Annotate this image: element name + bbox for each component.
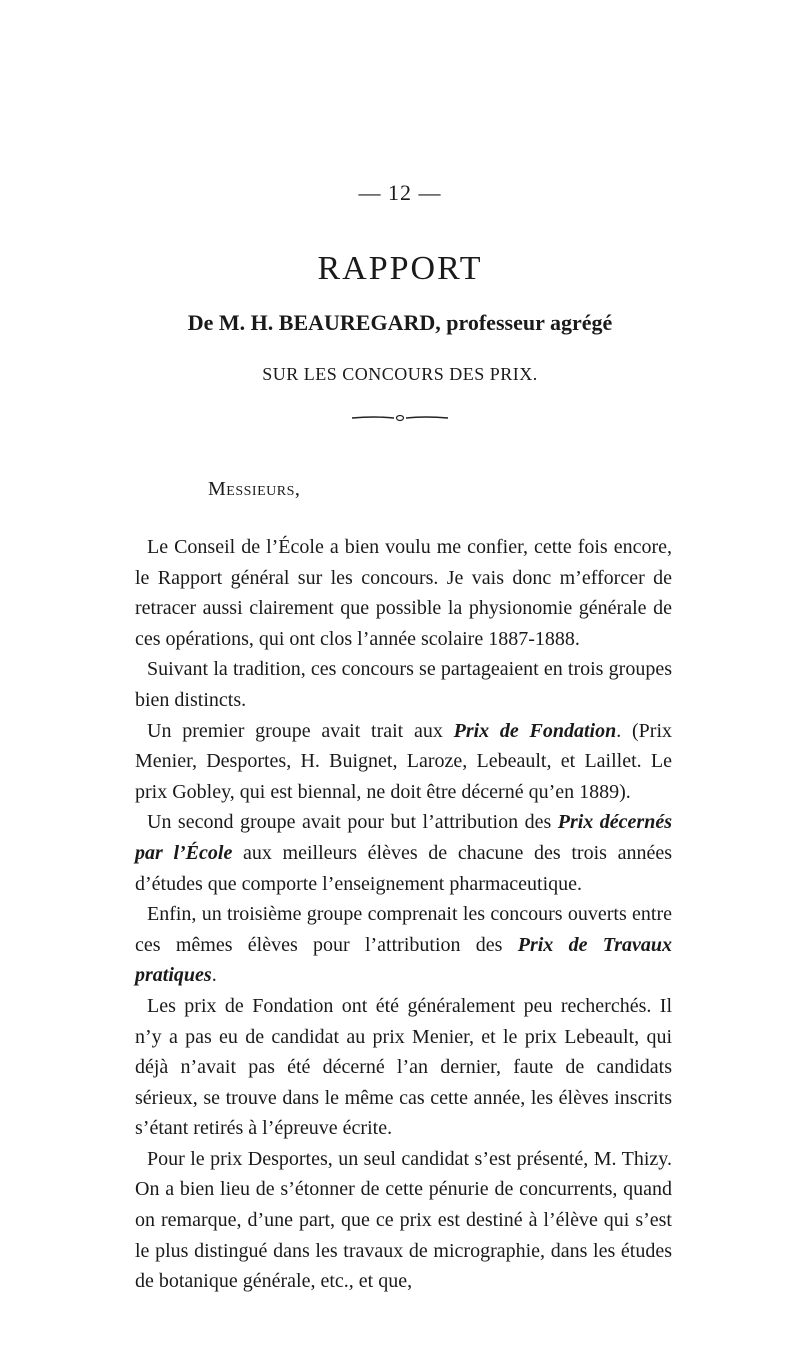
paragraph-text: Pour le prix Desportes, un seul candidat s’est présenté, M. Thizy. On a bien lieu de s’étonner de cette pénurie de concurrents, quand on remarque, d’une part, que ce prix est destiné à l’élève qui s’est le plus distingué dans les travaux de micrographie, dans les études de botanique générale, etc., et que, (135, 1147, 672, 1293)
report-title: RAPPORT (317, 250, 483, 287)
body-text (135, 532, 672, 1297)
paragraph (135, 1144, 672, 1297)
salutation: Messieurs, (208, 478, 301, 500)
ornament-divider-icon (350, 410, 450, 426)
paragraph-text: Enfin, un troisième groupe comprenait les concours ouverts entre ces mêmes élèves pour l’attribution des (135, 903, 672, 956)
paragraph-text: Un premier groupe avait trait aux (147, 719, 454, 742)
report-subject: SUR LES CONCOURS DES PRIX. (262, 364, 538, 384)
paragraph-text: Le Conseil de l’École a bien voulu me confier, cette fois encore, le Rapport général sur les concours. Je vais donc m’efforcer de retracer aussi clairement que possible la physionomie générale de ces opérations, qui ont clos l’année scolaire 1887-1888. (135, 536, 672, 650)
paragraph (135, 532, 672, 654)
paragraph-text: Un second groupe avait pour but l’attribution des (147, 811, 558, 834)
paragraph-text: . (Prix Menier, Desportes, H. Buignet, Laroze, Lebeault, et Laillet. Le prix Gobley, qui est biennal, ne doit être décerné qu’en 1889). (135, 719, 672, 803)
report-author: De M. H. BEAUREGARD, professeur agrégé (187, 310, 613, 335)
paragraph-text: Suivant la tradition, ces concours se partageaient en trois groupes bien distincts. (135, 658, 672, 711)
paragraph-text: . (211, 964, 217, 987)
paragraph (135, 654, 672, 715)
paragraph-text: Les prix de Fondation ont été généralement peu recherchés. Il n’y a pas eu de candidat au prix Menier, et le prix Lebeault, qui déjà n’avait pas été décerné l’an dernier, faute de candidats sérieux, se trouve dans le même cas cette année, les élèves inscrits s’étant retirés à l’épreuve écrite. (135, 994, 672, 1140)
paragraph (135, 991, 672, 1144)
paragraph (135, 716, 672, 808)
page-number: — 12 — (358, 180, 442, 205)
paragraph (135, 899, 672, 991)
paragraph-text: aux meilleurs élèves de chacune des trois années d’études que comporte l’enseignement pharmaceutique. (135, 841, 672, 895)
emphasis-text: Prix de Travaux pratiques (135, 933, 672, 987)
emphasis-text: Prix décernés par l’École (135, 811, 672, 864)
paragraph (135, 807, 672, 899)
emphasis-text: Prix de Fondation (453, 719, 617, 742)
